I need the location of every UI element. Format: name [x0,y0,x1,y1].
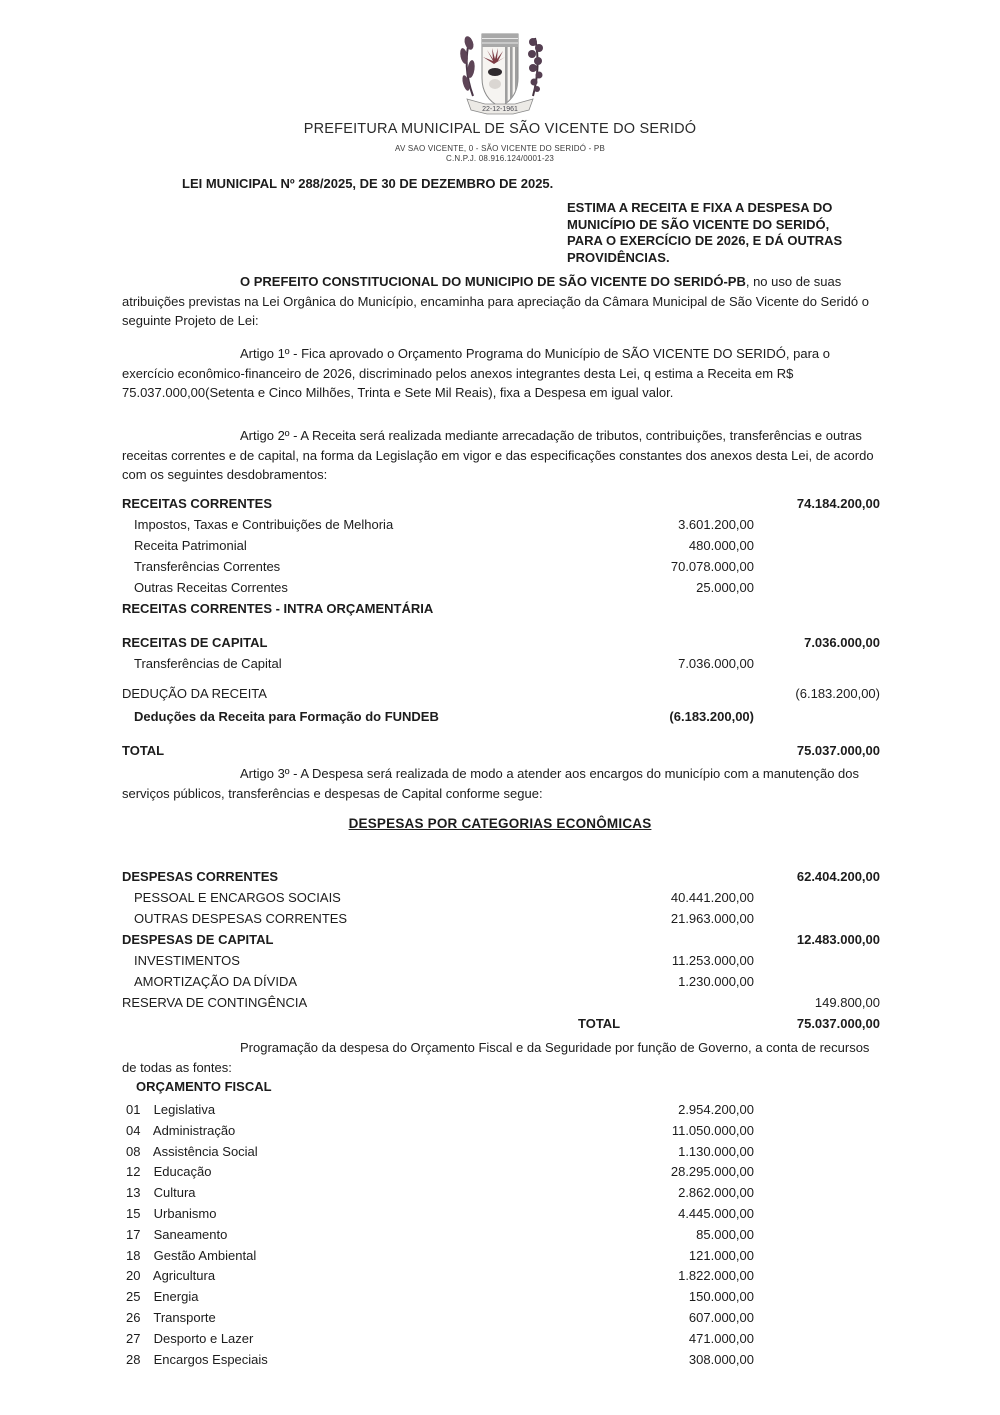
function-value: 1.822.000,00 [678,1268,754,1284]
row-label: INVESTIMENTOS [134,953,240,968]
function-value: 2.862.000,00 [678,1185,754,1201]
function-code: 26 [126,1309,141,1325]
row-label: RECEITAS CORRENTES [122,496,272,511]
row-total-value: 149.800,00 [814,995,880,1010]
row-total-value: 75.037.000,00 [796,743,880,758]
municipal-coat-of-arms-icon [445,26,555,127]
artigo-2-paragraph: Artigo 2º - A Receita será realizada mediante arrecadação de tributos, contribuições, transferências e outras receitas correntes e de capital, na forma da Legislação em vigor e das especificações constantes dos anexos desta Lei, de acordo com os seguintes desdobramentos: [122,428,874,482]
function-label: Administração [152,1122,236,1138]
law-summary-line: ESTIMA A RECEITA E FIXA A DESPESA DO [567,200,833,215]
function-value: 11.050.000,00 [671,1122,754,1138]
function-code: 01 [126,1102,141,1117]
programacao-paragraph: Programação da despesa do Orçamento Fiscal e da Seguridade por função de Governo, a conta de recursos de todas as fontes: [122,1040,870,1075]
function-label: Cultura [153,1185,196,1201]
law-summary-line: PARA O EXERCÍCIO DE 2026, E DÁ OUTRAS [567,233,843,248]
function-value: 471.000,00 [688,1330,754,1346]
function-label: Educação [153,1164,212,1180]
law-summary-line: PROVIDÊNCIAS. [567,249,670,265]
list-item [122,1162,880,1183]
row-value: 70.078.000,00 [670,559,754,574]
orcamento-fiscal-list [122,1100,880,1370]
list-item [122,1121,880,1142]
list-item [122,1225,880,1246]
function-label: Transporte [153,1309,216,1325]
function-label: Gestão Ambiental [153,1247,257,1263]
law-summary-line: MUNICÍPIO DE SÃO VICENTE DO SERIDÓ, [567,216,830,232]
function-code: 27 [126,1330,141,1346]
row-total-value: 75.037.000,00 [796,1016,880,1031]
row-value: 25.000,00 [696,580,754,595]
despesas-heading: DESPESAS POR CATEGORIAS ECONÔMICAS [348,816,652,831]
row-label: RESERVA DE CONTINGÊNCIA [122,995,308,1010]
row-total-value: 7.036.000,00 [804,635,880,650]
table-row [122,632,880,653]
function-code: 08 [126,1143,141,1159]
list-item [122,1287,880,1308]
function-label: Encargos Especiais [153,1351,268,1367]
row-label: TOTAL [122,743,165,758]
function-code: 15 [126,1205,141,1221]
list-item [122,1350,880,1371]
row-label: Impostos, Taxas e Contribuições de Melhoria [134,517,394,532]
function-label: Saneamento [153,1226,228,1242]
table-row [122,706,880,727]
table-row [122,887,880,908]
list-item [122,1142,880,1163]
list-item [122,1308,880,1329]
function-value: 607.000,00 [688,1309,754,1325]
table-row [122,653,880,674]
row-total-value: 74.184.200,00 [796,496,880,511]
function-value: 85.000,00 [696,1226,754,1242]
table-row [122,535,880,556]
row-total-value: (6.183.200,00) [795,686,880,701]
function-code: 17 [126,1226,141,1242]
function-label: Agricultura [152,1268,216,1284]
row-label: Receita Patrimonial [134,538,247,553]
function-code: 25 [126,1289,141,1305]
org-cnpj: C.N.P.J. 08.916.124/0001-23 [446,154,554,163]
preamble-bold: O PREFEITO CONSTITUCIONAL DO MUNICIPIO DE SÃO VICENTE DO SERIDÓ-PB [240,274,746,289]
list-item [122,1183,880,1204]
function-value: 4.445.000,00 [678,1205,754,1221]
function-value: 121.000,00 [688,1247,754,1263]
function-value: 28.295.000,00 [670,1164,754,1180]
artigo-1-paragraph: Artigo 1º - Fica aprovado o Orçamento Programa do Município de SÃO VICENTE DO SERIDÓ, para o exercício econômico-financeiro de 2026, discriminado pelos anexos integrantes desta Lei, q estima a Receita em R$ 75.037.000,00(Setenta e Cinco Milhões, Trinta e Sete Mil Reais), fixa a Despesa em igual valor. [122,346,830,400]
row-label: Transferências de Capital [134,656,282,671]
list-item [122,1100,880,1121]
function-label: Urbanismo [153,1205,217,1221]
table-row [122,866,880,887]
row-label: DESPESAS CORRENTES [122,869,279,884]
row-value: 11.253.000,00 [671,953,754,968]
row-label: AMORTIZAÇÃO DA DÍVIDA [134,974,298,989]
crest-banner-text: 22-12-1961 [482,106,518,113]
orcamento-fiscal-title: ORÇAMENTO FISCAL [136,1079,272,1094]
list-item [122,1204,880,1225]
function-label: Assistência Social [152,1143,258,1159]
org-name: PREFEITURA MUNICIPAL DE SÃO VICENTE DO SERIDÓ [303,121,697,137]
function-label: Legislativa [153,1102,216,1117]
law-summary [567,200,867,266]
function-code: 04 [126,1122,141,1138]
table-row [122,908,880,929]
list-item [122,1329,880,1350]
function-value: 2.954.200,00 [678,1102,754,1117]
row-label: Transferências Correntes [134,559,281,574]
preamble-paragraph [122,272,882,331]
receitas-table [122,493,880,761]
row-total-value: 62.404.200,00 [796,869,880,884]
function-code: 18 [126,1247,141,1263]
table-row [122,1013,880,1034]
row-total-value: 12.483.000,00 [796,932,880,947]
row-label: RECEITAS DE CAPITAL [122,635,268,650]
function-value: 1.130.000,00 [678,1143,754,1159]
function-code: 13 [126,1185,141,1201]
table-row [122,683,880,704]
total-label: TOTAL [578,1016,621,1031]
row-value: 3.601.200,00 [678,517,754,532]
table-row [122,929,880,950]
table-row [122,950,880,971]
table-row [122,556,880,577]
function-label: Desporto e Lazer [153,1330,254,1346]
function-code: 12 [126,1164,141,1180]
function-code: 28 [126,1351,141,1367]
law-title: LEI MUNICIPAL Nº 288/2025, DE 30 DE DEZEMBRO DE 2025. [182,176,554,191]
table-row [122,992,880,1013]
table-row [122,598,880,619]
table-row [122,740,880,761]
function-value: 150.000,00 [688,1289,754,1305]
row-label: OUTRAS DESPESAS CORRENTES [134,911,348,926]
row-value: 40.441.200,00 [670,890,754,905]
function-value: 308.000,00 [688,1351,754,1367]
table-row [122,971,880,992]
row-value: 7.036.000,00 [678,656,754,671]
row-value: 480.000,00 [688,538,754,553]
row-value: 21.963.000,00 [670,911,754,926]
list-item [122,1266,880,1287]
preamble-rest: , no uso de suas atribuições previstas na Lei Orgânica do Município, encaminha para apreciação da Câmara Municipal de São Vicente do Seridó o seguinte Projeto de Lei: [122,274,869,328]
row-label: PESSOAL E ENCARGOS SOCIAIS [134,890,341,905]
row-label: RECEITAS CORRENTES - INTRA ORÇAMENTÁRIA [122,601,434,616]
table-row [122,493,880,514]
function-label: Energia [153,1289,199,1305]
function-code: 20 [126,1268,141,1284]
row-label: Outras Receitas Correntes [134,580,288,595]
artigo-3-paragraph: Artigo 3º - A Despesa será realizada de modo a atender aos encargos do município com a manutenção dos serviços públicos, transferências e despesas de Capital conforme segue: [122,766,860,801]
table-row [122,577,880,598]
row-value: 1.230.000,00 [678,974,754,989]
row-label: DESPESAS DE CAPITAL [122,932,274,947]
org-address: AV SAO VICENTE, 0 - SÃO VICENTE DO SERIDÓ - PB [395,144,605,153]
list-item [122,1246,880,1267]
row-value: (6.183.200,00) [669,709,754,724]
row-label: Deduções da Receita para Formação do FUNDEB [134,709,439,724]
despesas-table [122,866,880,1034]
table-row [122,514,880,535]
row-label: DEDUÇÃO DA RECEITA [122,686,267,701]
